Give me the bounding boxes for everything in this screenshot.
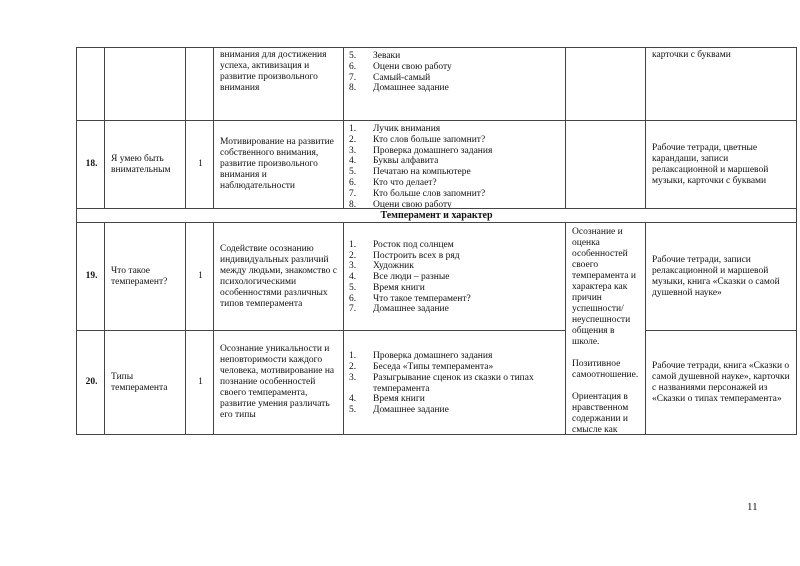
activity-number: 7. <box>349 188 357 199</box>
cell-objectives: внимания для достижения успеха, активизация и развитие произвольного внимания <box>214 48 344 121</box>
activity-item <box>346 294 563 305</box>
activity-text: Кто больше слов запомнит? <box>373 188 486 199</box>
activity-text: Построить всех в ряд <box>373 250 460 261</box>
activity-text: Зеваки <box>373 51 401 61</box>
activity-item <box>346 135 563 146</box>
activity-number: 6. <box>349 293 357 304</box>
activity-number: 6. <box>349 61 357 72</box>
activity-item <box>346 156 563 167</box>
activity-text: Проверка домашнего задания <box>373 145 493 156</box>
activity-number: 7. <box>349 304 357 315</box>
activity-number: 7. <box>349 72 357 83</box>
cell-resources: карточки с буквами <box>646 48 797 121</box>
activity-item <box>346 351 563 362</box>
cell-hours: 1 <box>186 223 214 331</box>
cell-resources: Рабочие тетради, книга «Сказки о самой душевной науке», карточки с названиями персонажей из «Сказки о типах темперамента» <box>646 331 797 435</box>
activity-number: 1. <box>349 239 357 250</box>
activity-number: 4. <box>349 272 357 283</box>
activity-number: 3. <box>349 261 357 272</box>
activity-text: Что такое темперамент? <box>373 293 471 304</box>
activity-item <box>346 83 563 94</box>
activity-text: Печатаю на компьютере <box>373 167 471 178</box>
activity-text: Проверка домашнего задания <box>373 351 493 362</box>
activity-number: 4. <box>349 394 357 405</box>
activity-number: 1. <box>349 351 357 362</box>
activity-item <box>346 73 563 84</box>
lesson-plan-table <box>76 47 797 435</box>
activities-list <box>346 123 563 209</box>
activity-item <box>346 62 563 73</box>
activity-number: 8. <box>349 199 357 209</box>
cell-hours: 1 <box>186 121 214 209</box>
cell-objectives: Содействие осознанию индивидуальных различий между людьми, знакомство с психологическими особенностями различных типов темперамента <box>214 223 344 331</box>
activity-item <box>346 189 563 200</box>
cell-topic: Типы темперамента <box>105 331 186 435</box>
page-number: 11 <box>747 501 758 513</box>
activity-item <box>346 362 563 373</box>
activity-item <box>346 178 563 189</box>
activity-text: Все люди – разные <box>373 272 450 283</box>
activity-text: Лучик внимания <box>373 124 441 134</box>
cell-activities <box>344 331 566 435</box>
cell-topic: Я умею быть внимательным <box>105 121 186 209</box>
activity-text: Самый-самый <box>373 72 431 83</box>
cell-objectives: Мотивирование на развитие собственного внимания, развитие произвольного внимания и наблюдательности <box>214 121 344 209</box>
activity-text: Оцени свою работу <box>373 199 452 209</box>
outcomes-paragraph: Позитивное самоотношение. <box>572 359 639 380</box>
section-header-row: Темперамент и характер <box>77 209 797 223</box>
activity-number: 5. <box>349 282 357 293</box>
activities-list <box>346 350 563 416</box>
activity-number: 4. <box>349 156 357 167</box>
activity-text: Кто слов больше запомнит? <box>373 134 486 145</box>
activity-text: Время книги <box>373 282 425 293</box>
cell-outcomes-merged <box>566 223 646 435</box>
activity-item <box>346 283 563 294</box>
activity-item <box>346 240 563 251</box>
activity-item <box>346 167 563 178</box>
activity-text: Время книги <box>373 394 425 405</box>
activity-number: 1. <box>349 124 357 134</box>
activity-number: 5. <box>349 167 357 178</box>
activities-list <box>346 50 563 94</box>
activity-item <box>346 146 563 157</box>
cell-outcomes <box>566 48 646 121</box>
outcomes-paragraph: Осознание и оценка особенностей своего темперамента и характера как причин успешности/ неуспешности общения в школе. <box>572 227 636 347</box>
activity-number: 3. <box>349 372 357 383</box>
cell-lesson-number: 20. <box>77 331 105 435</box>
cell-lesson-number: 19. <box>77 223 105 331</box>
activity-item <box>346 51 563 62</box>
activity-text: Росток под солнцем <box>373 239 454 250</box>
activity-text: Беседа «Типы темперамента» <box>373 361 494 372</box>
cell-topic: Что такое темперамент? <box>105 223 186 331</box>
cell-objectives: Осознание уникальности и неповторимости каждого человека, мотивирование на познание особенностей своего темперамента, развитие умения различать его типы <box>214 331 344 435</box>
cell-topic <box>105 48 186 121</box>
activities-list <box>346 239 563 316</box>
activity-text: Домашнее задание <box>373 304 449 315</box>
activity-number: 3. <box>349 145 357 156</box>
activity-item <box>346 200 563 209</box>
cell-outcomes <box>566 121 646 209</box>
activity-number: 2. <box>349 134 357 145</box>
activity-item <box>346 394 563 405</box>
activity-text: Буквы алфавита <box>373 156 439 167</box>
activity-text: Оцени свою работу <box>373 61 452 72</box>
activity-text: Художник <box>373 261 414 272</box>
activity-number: 2. <box>349 361 357 372</box>
activity-number: 6. <box>349 177 357 188</box>
activity-number: 8. <box>349 83 357 94</box>
activity-text: Домашнее задание <box>373 405 449 416</box>
activity-number: 2. <box>349 250 357 261</box>
cell-activities <box>344 223 566 331</box>
cell-hours: 1 <box>186 331 214 435</box>
cell-lesson-number: 18. <box>77 121 105 209</box>
activity-text: Домашнее задание <box>373 83 449 94</box>
activity-item <box>346 272 563 283</box>
activity-item <box>346 251 563 262</box>
activity-text: Разыгрывание сценок из сказки о типах темперамента <box>373 372 534 394</box>
activity-number: 5. <box>349 405 357 416</box>
cell-resources: Рабочие тетради, цветные карандаши, записи релаксационной и маршевой музыки, карточки с буквами <box>646 121 797 209</box>
activity-text: Кто что делает? <box>373 177 437 188</box>
activity-item <box>346 261 563 272</box>
cell-resources: Рабочие тетради, записи релаксационной и маршевой музыки, книга «Сказки о самой душевной науке» <box>646 223 797 331</box>
activity-item <box>346 405 563 416</box>
cell-lesson-number <box>77 48 105 121</box>
cell-activities <box>344 121 566 209</box>
activity-item <box>346 304 563 315</box>
cell-activities <box>344 48 566 121</box>
activity-item <box>346 373 563 395</box>
activity-item <box>346 124 563 135</box>
cell-hours <box>186 48 214 121</box>
activity-number: 5. <box>349 51 357 61</box>
outcomes-paragraph: Ориентация в нравственном содержании и смысле как <box>572 392 629 435</box>
